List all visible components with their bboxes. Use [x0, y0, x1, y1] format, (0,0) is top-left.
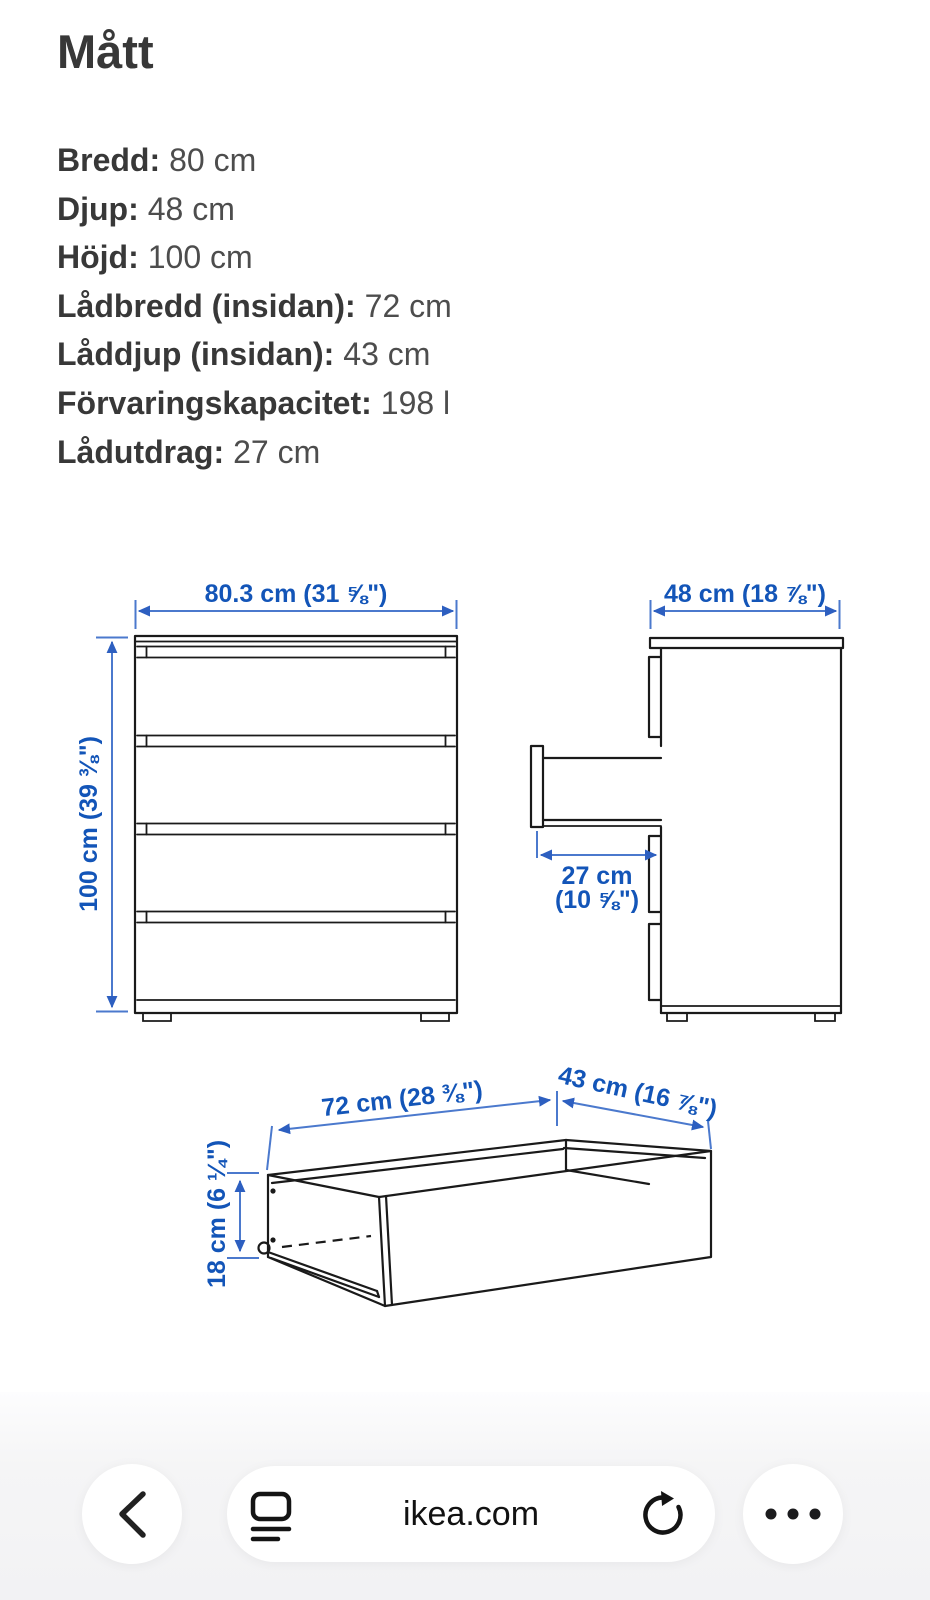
pullout-dimension-label-line1: 27 cm — [561, 862, 633, 890]
side-depth-dimension-label: 48 cm (18 ⅞") — [664, 580, 826, 608]
url-bar[interactable] — [227, 1466, 715, 1562]
spec-label: Lådutdrag: — [57, 433, 225, 470]
refresh-icon[interactable] — [641, 1490, 691, 1540]
spec-value: 43 cm — [343, 336, 431, 373]
pullout-dimension-label-line2: (10 ⅝") — [554, 886, 640, 914]
spec-label: Höjd: — [57, 239, 139, 276]
drawer-inner-width-label: 72 cm (28 ⅜") — [320, 1075, 485, 1123]
chevron-left-icon — [82, 1464, 182, 1564]
drawer-hidden-edge — [282, 1236, 371, 1247]
front-view-drawing — [75, 580, 457, 1021]
spec-value: 80 cm — [169, 142, 257, 178]
spec-label: Bredd: — [57, 142, 161, 178]
spec-value: 48 cm — [147, 190, 235, 227]
spec-row-bredd — [57, 136, 452, 185]
side-open-drawer — [531, 746, 661, 827]
side-drawer1-front — [649, 657, 661, 737]
front-height-dimension-label: 100 cm (39 ⅜") — [75, 736, 103, 912]
dimensions-diagram — [0, 540, 930, 1350]
spec-label: Låddjup (insidan): — [57, 336, 335, 373]
drawer-screw — [270, 1237, 275, 1242]
side-drawer3-front — [649, 836, 661, 912]
side-feet — [667, 1013, 835, 1021]
more-button[interactable] — [743, 1464, 843, 1564]
drawer-3d-drawing — [203, 1061, 720, 1306]
front-feet — [143, 1013, 449, 1021]
spec-list — [57, 136, 452, 476]
front-drawer-gaps — [137, 647, 455, 1001]
spec-value: 27 cm — [233, 433, 321, 470]
spec-row-ladutdrag — [57, 428, 452, 477]
spec-value: 198 l — [380, 384, 451, 421]
drawer-box-outline — [259, 1140, 712, 1306]
side-drawer4-front — [649, 924, 661, 1000]
front-width-dimension-label: 80.3 cm (31 ⅝") — [204, 580, 388, 608]
ellipsis-icon — [743, 1464, 843, 1564]
spec-row-forvaringskapacitet — [57, 379, 452, 428]
spec-row-ladbredd — [57, 282, 452, 331]
spec-label: Djup: — [57, 190, 139, 227]
side-view-drawing — [531, 580, 843, 1021]
spec-row-hojd — [57, 233, 452, 282]
drawer-screw — [270, 1188, 275, 1193]
spec-value: 100 cm — [147, 239, 253, 276]
drawer-height-label: 18 cm (6 ¼") — [203, 1139, 231, 1289]
spec-value: 72 cm — [364, 287, 452, 324]
url-text[interactable]: ikea.com — [402, 1494, 540, 1533]
back-button[interactable] — [82, 1464, 182, 1564]
spec-label: Lådbredd (insidan): — [57, 287, 356, 324]
drawer-inner-depth-label: 43 cm (16 ⅞") — [555, 1060, 720, 1124]
spec-row-djup — [57, 185, 452, 234]
spec-row-laddjup — [57, 330, 452, 379]
spec-label: Förvaringskapacitet: — [57, 384, 372, 421]
page-title: Mått — [57, 25, 154, 78]
browser-navbar — [0, 1392, 930, 1600]
